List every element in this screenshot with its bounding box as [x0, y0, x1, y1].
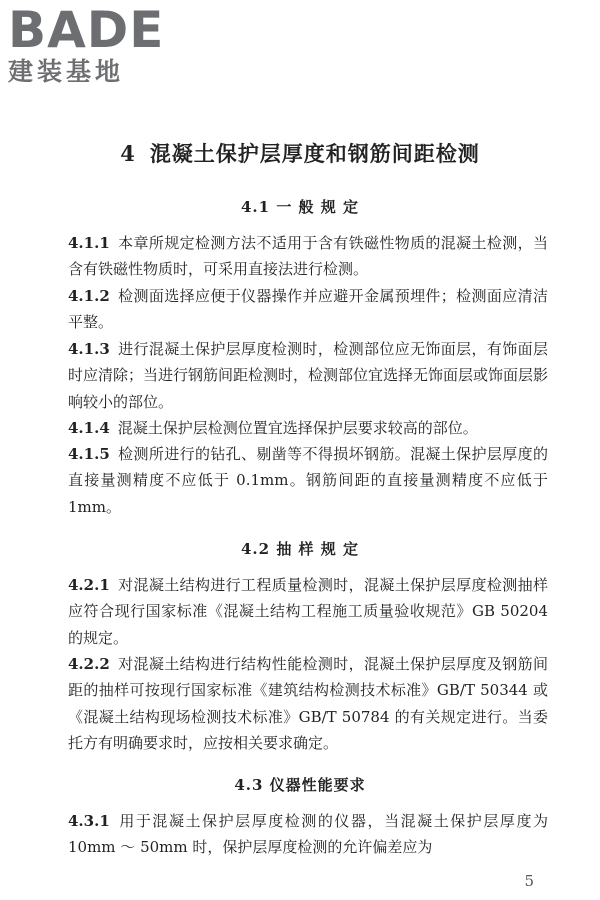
clause-text: 对混凝土结构进行工程质量检测时，混凝土保护层厚度检测抽样应符合现行国家标准《混凝土结构工程施工质量验收规范》GB 50204 的规定。 — [68, 576, 548, 647]
clause-text: 检测面选择应便于仪器操作并应避开金属预埋件；检测面应清洁平整。 — [68, 287, 548, 332]
clause-number: 4.1.1 — [68, 234, 110, 252]
clause-4-2-2 — [68, 651, 548, 756]
clause-4-2-1 — [68, 572, 548, 651]
page-number: 5 — [524, 872, 534, 890]
clause-number: 4.1.4 — [68, 419, 110, 437]
section-heading-4-3: 4.3 仪器性能要求 — [234, 776, 366, 794]
clause-4-1-4 — [68, 415, 548, 441]
bade-logo — [8, 1, 188, 88]
chapter-number: 4 — [120, 141, 136, 166]
clause-text: 用于混凝土保护层厚度检测的仪器，当混凝土保护层厚度为 10mm ～ 50mm 时，保护层厚度检测的允许偏差应为 — [68, 812, 548, 857]
clause-text: 混凝土保护层检测位置宜选择保护层要求较高的部位。 — [117, 419, 478, 437]
logo-wordmark: BADE — [8, 1, 165, 59]
section-heading-4-1: 4.1 一 般 规 定 — [241, 198, 359, 216]
clause-text: 对混凝土结构进行结构性能检测时，混凝土保护层厚度及钢筋间距的抽样可按现行国家标准《建筑结构检测技术标准》GB/T 50344 或《混凝土结构现场检测技术标准》GB/T 50784 的有关规定进行。当委托方有明确要求时，应按相关要求确定。 — [68, 655, 548, 752]
clause-text: 进行混凝土保护层厚度检测时，检测部位应无饰面层，有饰面层时应清除；当进行钢筋间距检测时，检测部位宜选择无饰面层或饰面层影响较小的部位。 — [68, 340, 549, 411]
clause-4-1-3 — [68, 336, 548, 415]
clause-number: 4.1.5 — [68, 445, 110, 463]
clause-number: 4.1.3 — [68, 340, 110, 358]
clause-4-1-2 — [68, 283, 548, 336]
clause-4-3-1 — [68, 808, 548, 861]
clause-4-1-1 — [68, 230, 548, 283]
section-heading-4-2: 4.2 抽 样 规 定 — [241, 540, 359, 558]
clause-4-1-5 — [68, 441, 548, 520]
clause-number: 4.3.1 — [68, 812, 110, 830]
clause-text: 本章所规定检测方法不适用于含有铁磁性物质的混凝土检测，当含有铁磁性物质时，可采用直接法进行检测。 — [68, 234, 548, 279]
clause-text: 检测所进行的钻孔、剔凿等不得损坏钢筋。混凝土保护层厚度的直接量测精度不应低于 0.1mm。钢筋间距的直接量测精度不应低于 1mm。 — [68, 445, 548, 516]
clause-number: 4.2.2 — [68, 655, 110, 673]
clause-number: 4.2.1 — [68, 576, 110, 594]
chapter-title — [0, 138, 600, 168]
clause-number: 4.1.2 — [68, 287, 110, 305]
chapter-title-text: 混凝土保护层厚度和钢筋间距检测 — [149, 141, 480, 166]
logo-subtitle: 建装基地 — [8, 57, 125, 86]
